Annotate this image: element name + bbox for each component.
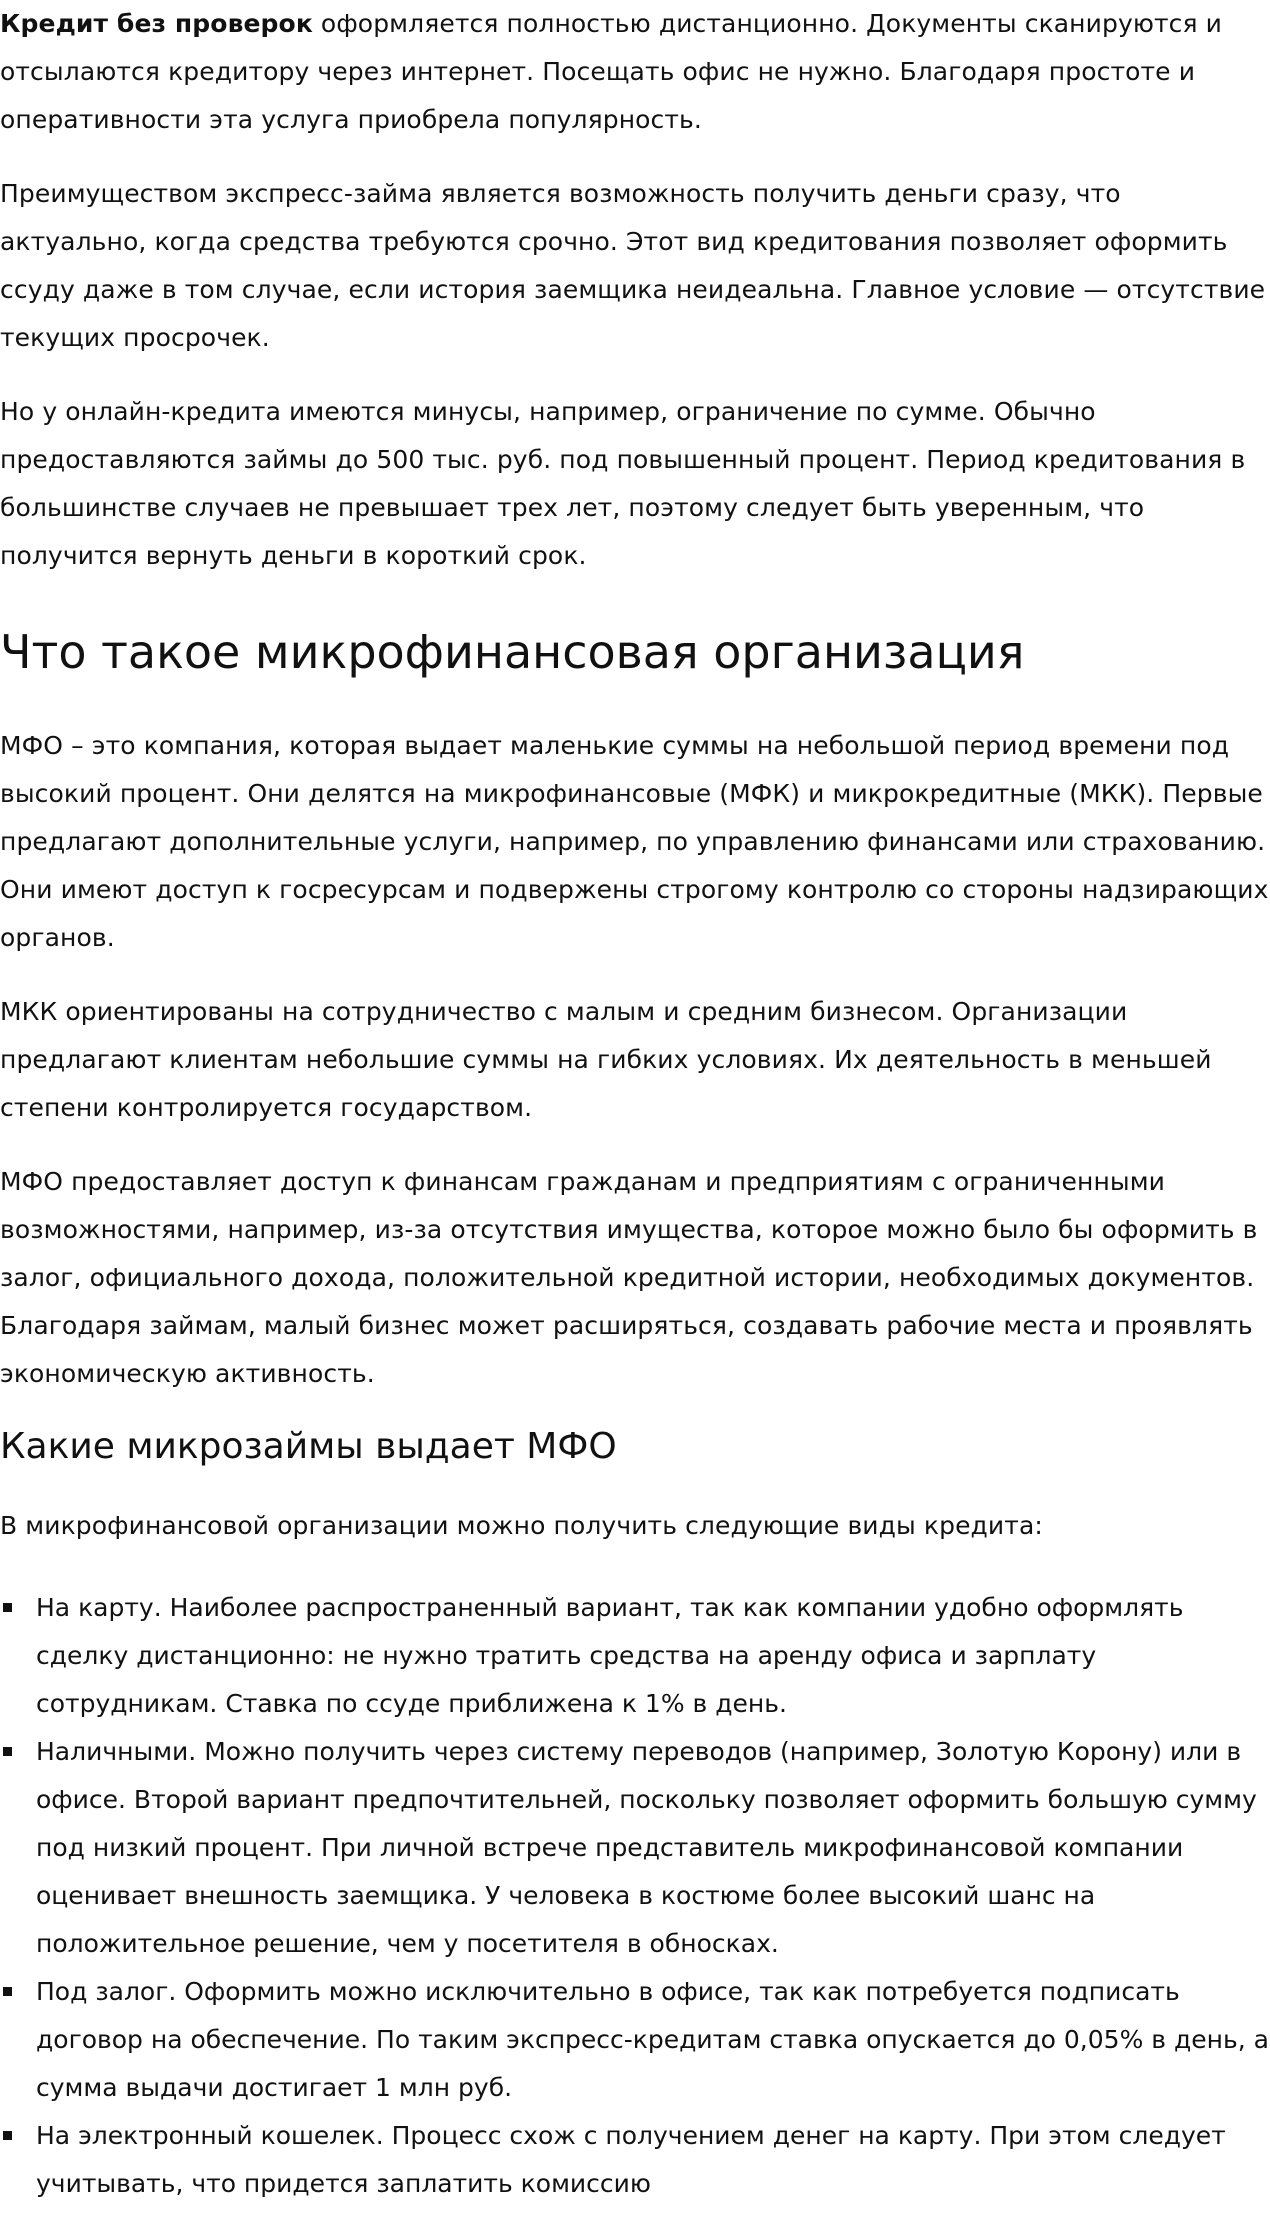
paragraph-disadvantages: Но у онлайн-кредита имеются минусы, например, ограничение по сумме. Обычно предоставляются займы до 500 тыс. руб. под повышенный процент. Период кредитования в большинстве случаев не превышает трех лет, поэтому следует быть уверенным, что получится вернуть деньги в короткий срок.: [0, 397, 1246, 570]
list-item-text: Наличными. Можно получить через систему переводов (например, Золотую Корону) или в офисе. Второй вариант предпочтительней, поскольку позволяет оформить большую сумму под низкий процент. При личной встрече представитель микрофинансовой компании оценивает внешность заемщика. У человека в костюме более высокий шанс на положительное решение, чем у посетителя в обносках.: [36, 1737, 1257, 1958]
paragraph-intro: [0, 0, 1270, 144]
bold-lead: Кредит без проверок: [0, 9, 313, 38]
square-bullet-icon: [3, 2131, 12, 2140]
paragraph-list-intro: В микрофинансовой организации можно получить следующие виды кредита:: [0, 1511, 1043, 1540]
square-bullet-icon: [3, 1987, 12, 1996]
paragraph-intro-text: оформляется полностью дистанционно. Документы сканируются и отсылаются кредитору через интернет. Посещать офис не нужно. Благодаря простоте и оперативности эта услуга приобрела популярность.: [0, 9, 1223, 134]
list-item: [0, 1968, 1270, 2112]
square-bullet-icon: [3, 1603, 12, 1612]
list-item: [0, 1584, 1270, 1728]
heading-what-is-mfo: Что такое микрофинансовая организация: [0, 625, 1025, 679]
list-item-text: На электронный кошелек. Процесс схож с получением денег на карту. При этом следует учитывать, что придется заплатить комиссию: [36, 2121, 1226, 2198]
list-item: [0, 2112, 1270, 2208]
list-item-text: На карту. Наиболее распространенный вариант, так как компании удобно оформлять сделку дистанционно: не нужно тратить средства на аренду офиса и зарплату сотрудникам. Ставка по ссуде приближена к 1% в день.: [36, 1593, 1184, 1718]
heading-loan-types: Какие микрозаймы выдает МФО: [0, 1426, 617, 1467]
paragraph-mkk: МКК ориентированы на сотрудничество с малым и средним бизнесом. Организации предлагают клиентам небольшие суммы на гибких условиях. Их деятельность в меньшей степени контролируется государством.: [0, 997, 1212, 1122]
list-item: [0, 1728, 1270, 1968]
loan-types-list: [0, 1584, 1270, 2208]
square-bullet-icon: [3, 1747, 12, 1756]
paragraph-mfo-definition: МФО – это компания, которая выдает маленькие суммы на небольшой период времени под высокий процент. Они делятся на микрофинансовые (МФК) и микрокредитные (МКК). Первые предлагают дополнительные услуги, например, по управлению финансами или страхованию. Они имеют доступ к госресурсам и подвержены строгому контролю со стороны надзирающих органов.: [0, 731, 1269, 952]
list-item-text: Под залог. Оформить можно исключительно в офисе, так как потребуется подписать договор на обеспечение. По таким экспресс-кредитам ставка опускается до 0,05% в день, а сумма выдачи достигает 1 млн руб.: [36, 1977, 1269, 2102]
paragraph-mfo-access: МФО предоставляет доступ к финансам гражданам и предприятиям с ограниченными возможностями, например, из-за отсутствия имущества, которое можно было бы оформить в залог, официального дохода, положительной кредитной истории, необходимых документов. Благодаря займам, малый бизнес может расширяться, создавать рабочие места и проявлять экономическую активность.: [0, 1167, 1258, 1388]
paragraph-advantages: Преимуществом экспресс-займа является возможность получить деньги сразу, что актуально, когда средства требуются срочно. Этот вид кредитования позволяет оформить ссуду даже в том случае, если история заемщика неидеальна. Главное условие — отсутствие текущих просрочек.: [0, 179, 1266, 352]
